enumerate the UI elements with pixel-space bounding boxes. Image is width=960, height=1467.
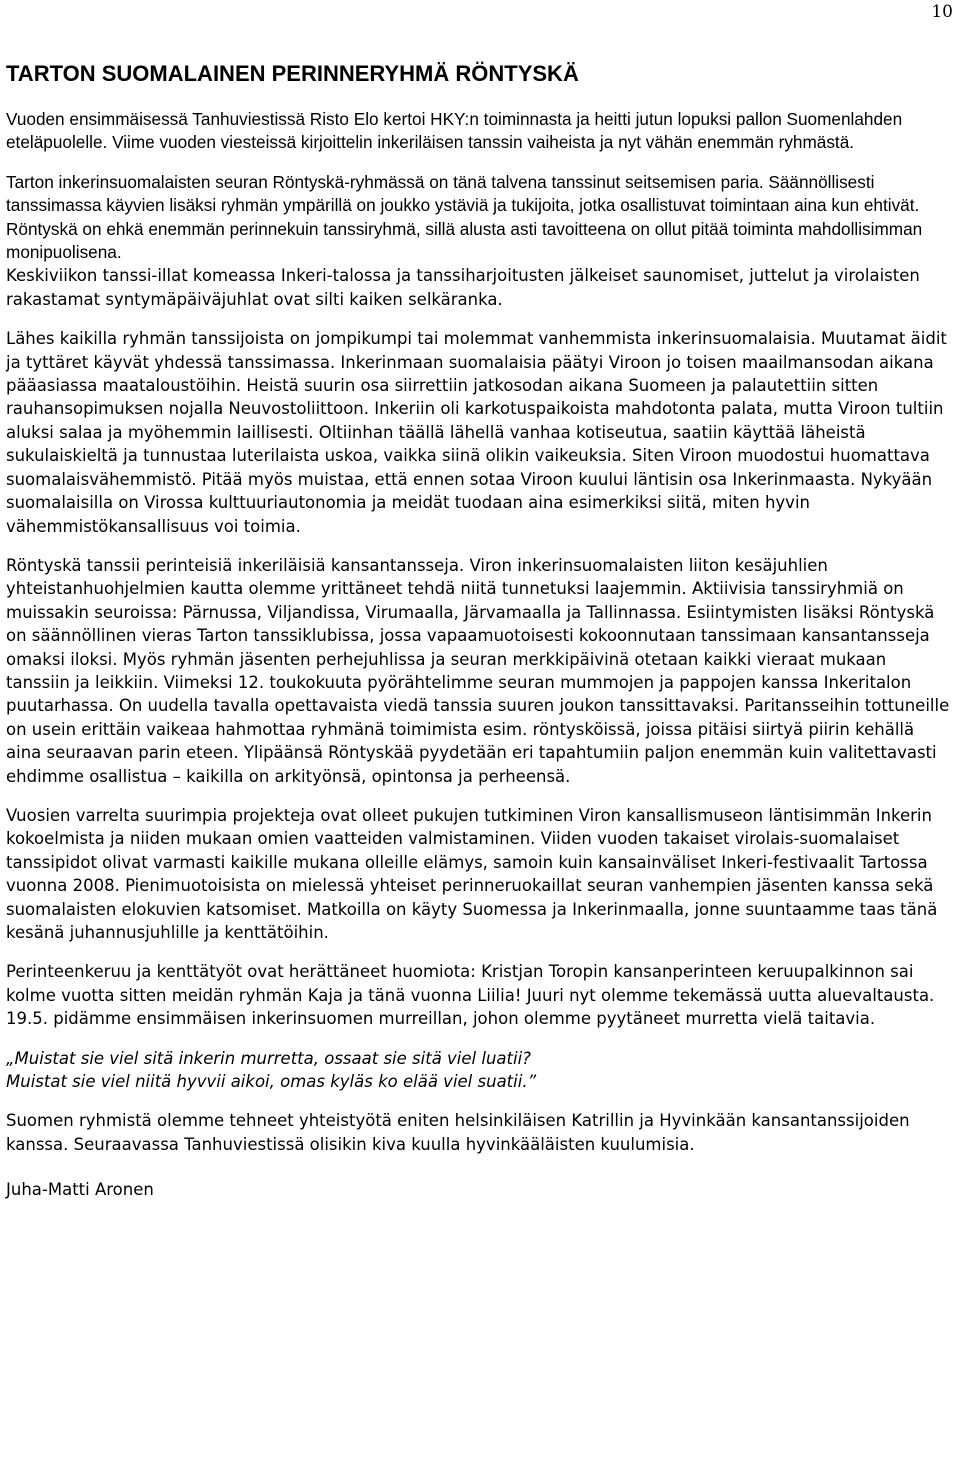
paragraph-projects: Vuosien varrelta suurimpia projekteja ovat olleet pukujen tutkiminen Viron kansallismuseon läntisimmän Inkerin kokoelmista ja niiden mukaan omien vaatteiden valmistaminen. Viiden vuoden takaiset virolais-suomalaiset tanssipidot olivat varmasti kaikille mukana olleille elämys, samoin kuin kansainväliset Inkeri-festivaalit Tartossa vuonna 2008. Pienimuotoisista on mielessä yhteiset perinneruokaillat seuran vanhempien jäsenten kanssa sekä suomalaisten elokuvien katsomiset. Matkoilla on käyty Suomessa ja Inkerinmaalla, jonne suuntaamme taas tänä kesänä juhannusjuhlille ja kenttätöihin. xyxy=(6,805,938,942)
quote-line-2: Muistat sie viel niitä hyvvii aikoi, omas kyläs ko elää viel suatii.” xyxy=(6,1072,537,1092)
quote-line-1: „Muistat sie viel sitä inkerin murretta, ossaat sie sitä viel luatii? xyxy=(6,1048,531,1068)
paragraph-dances: Röntyskä tanssii perinteisiä inkeriläisiä kansantansseja. Viron inkerinsuomalaisten liiton kesäjuhlien yhteistanhuohjelmien kautta olemme yrittäneet tehdä niitä tunnetuksi laajemmin. Aktiivisia tanssiryhmiä on muissakin seuroissa: Pärnussa, Viljandissa, Virumaalla, Järvamaalla ja Tallinnassa. Esiintymisten lisäksi Röntyskä on säännöllinen vieras Tarton tanssiklubissa, jossa vapaamuotoisesti kokoonnutaan tanssimaan kansantansseja omaksi iloksi. Myös ryhmän jäsenten perhejuhlissa ja seuran merkkipäivinä otetaan kaikki vieraat mukaan tanssiin ja leikkiin. Viimeksi 12. toukokuuta pyörähtelimme seuran mummojen ja pappojen kanssa Inkeritalon puutarhassa. On uudella tavalla opettavaista viedä tanssia suuren joukon tanssittavaksi. Paritansseihin tottuneille on usein erittäin vaikeaa hahmottaa ryhmänä toimimista esim. röntysköissä, joissa pitäisi siirtyä piirin kehällä aina seuraavan parin eteen. Ylipäänsä Röntyskää pyydetään eri tapahtumiin paljon enemmän kuin valitettavasti ehdimme osallistua – kaikilla on arkityönsä, opintonsa ja perheensä. xyxy=(6,555,950,786)
article xyxy=(6,60,954,1202)
paragraph-group: Tarton inkerinsuomalaisten seuran Röntyskä-ryhmässä on tänä talvena tanssinut seitsemisen paria. Säännöllisesti tanssimassa käyvien lisäksi ryhmän ympärillä on joukko ystäviä ja tukijoita, jotka osallistuvat toimintaan aina kun ehtivät. Röntyskä on ehkä enemmän perinnekuin tanssiryhmä, sillä alusta asti tavoitteena on ollut pitää toiminta mahdollisimman monipuolisena. xyxy=(6,171,923,263)
author-signature: Juha-Matti Aronen xyxy=(6,1180,154,1200)
dialect-quote xyxy=(6,1047,954,1094)
paragraph-folklore: Perinteenkeruu ja kenttätyöt ovat herättäneet huomiota: Kristjan Toropin kansanperinteen keruupalkinnon sai kolme vuotta sitten meidän ryhmän Kaja ja tänä vuonna Liilia! Juuri nyt olemme tekemässä uutta aluevaltausta. 19.5. pidämme ensimmäisen inkerinsuomen murreillan, johon olemme pyytäneet murretta vielä taitavia. xyxy=(6,962,935,1029)
page-number: 10 xyxy=(931,2,953,22)
paragraph-evenings: Keskiviikon tanssi-illat komeassa Inkeri-talossa ja tanssiharjoitusten jälkeiset saunomiset, juttelut ja virolaisten rakastamat syntymäpäiväjuhlat ovat silti kaiken selkäranka. xyxy=(6,266,920,309)
paragraph-history: Lähes kaikilla ryhmän tanssijoista on jompikumpi tai molemmat vanhemmista inkerinsuomalaisia. Muutamat äidit ja tyttäret käyvät yhdessä tanssimassa. Inkerinmaan suomalaisia päätyi Viroon jo toisen maailmansodan aikana pääasiassa maataloustöihin. Heistä suurin osa siirrettiin jatkosodan aikana Suomeen ja palautettiin sitten rauhansopimuksen nojalla Neuvostoliittoon. Inkeriin oli karkotuspaikoista mahdotonta palata, mutta Viroon tultiin aluksi salaa ja myöhemmin laillisesti. Oltiinhan täällä lähellä vanhaa kotiseutua, saatiin käyttää läheistä sukulaiskieltä ja tunnustaa luterilaista uskoa, vaikka siinä olikin vaikeuksia. Siten Viroon muodostui huomattava suomalaisvähemmistö. Pitää myös muistaa, että ennen sotaa Viroon kuului läntisin osa Inkerinmaasta. Nykyään suomalaisilla on Virossa kulttuuriautonomia ja meidät tuodaan aina esimerkiksi siitä, miten hyvin vähemmistökansallisuus voi toimia. xyxy=(6,329,947,536)
paragraph-cooperation: Suomen ryhmistä olemme tehneet yhteistyötä eniten helsinkiläisen Katrillin ja Hyvinkään kansantanssijoiden kanssa. Seuraavassa Tanhuviestissä olisikin kiva kuulla hyvinkääläisten kuulumisia. xyxy=(6,1111,910,1154)
paragraph-intro: Vuoden ensimmäisessä Tanhuviestissä Risto Elo kertoi HKY:n toiminnasta ja heitti jutun lopuksi pallon Suomenlahden eteläpuolelle. Viime vuoden viesteissä kirjoittelin inkeriläisen tanssin vaiheista ja nyt vähän enemmän ryhmästä. xyxy=(6,109,903,153)
article-title: TARTON SUOMALAINEN PERINNERYHMÄ RÖNTYSKÄ xyxy=(6,61,579,86)
